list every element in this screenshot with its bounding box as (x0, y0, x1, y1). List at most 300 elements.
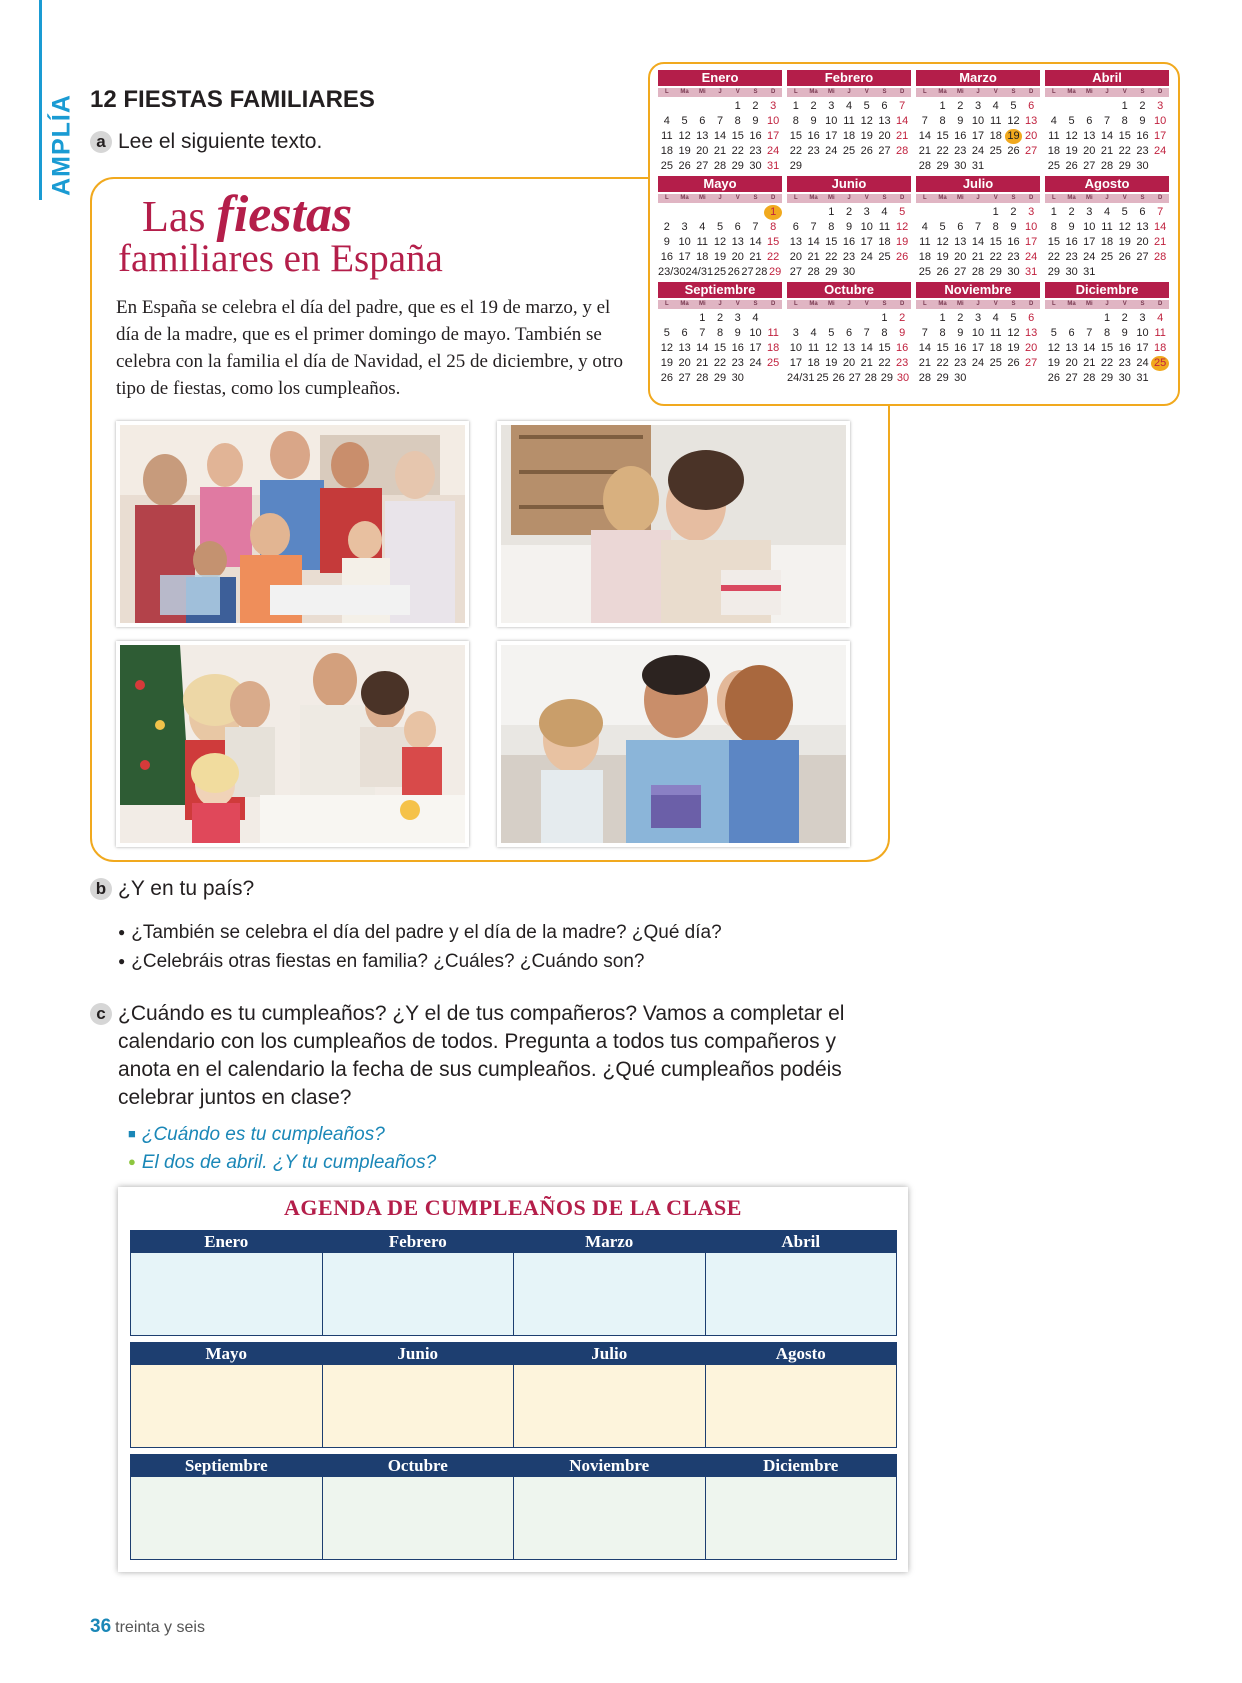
calendar-day: 2 (752, 100, 759, 112)
calendar-day: 11 (1154, 327, 1166, 339)
calendar-day: 6 (734, 221, 741, 233)
calendar-day (822, 159, 840, 174)
calendar-day: 12 (1118, 221, 1131, 233)
calendar-weekday: Mi (827, 89, 835, 95)
calendar-day: 6 (1068, 327, 1075, 339)
calendar-day: 30 (954, 372, 967, 384)
calendar-month-name: Enero (658, 70, 782, 86)
agenda-month-cell (130, 1342, 323, 1448)
calendar-day: 21 (918, 145, 931, 157)
calendar-day: 7 (1157, 206, 1164, 218)
calendar-day: 15 (731, 130, 744, 142)
calendar-weekday: S (1011, 195, 1016, 201)
agenda-write-area[interactable] (514, 1253, 705, 1335)
calendar-weekday: J (847, 195, 851, 201)
calendar-weekday: J (847, 301, 851, 307)
reading-title-part1: Las (142, 192, 217, 241)
calendar-week-row (916, 114, 1040, 129)
calendar-day: 5 (1121, 206, 1128, 218)
calendar-day (969, 371, 987, 386)
calendar-day: 4 (1050, 115, 1057, 127)
calendar-weekday: J (718, 195, 722, 201)
question-item: ● ¿Celebráis otras fiestas en familia? ¿Cuáles? ¿Cuándo son? (118, 947, 722, 976)
calendar-day: 9 (957, 327, 964, 339)
calendar-day: 29 (1047, 266, 1060, 278)
calendar-weekday: L (794, 89, 798, 95)
calendar-day: 24 (1025, 251, 1038, 263)
calendar-day (1022, 159, 1040, 174)
calendar-day: 25 (767, 357, 780, 369)
calendar-day: 16 (1007, 236, 1020, 248)
calendar-day: 2 (1139, 100, 1146, 112)
calendar-day: 1 (1121, 100, 1128, 112)
family-group-photo (116, 421, 469, 627)
calendar-day: 26 (896, 251, 909, 263)
calendar-week-row (1045, 144, 1169, 159)
calendar-day (658, 311, 676, 326)
calendar-week-row (787, 129, 911, 144)
calendar-day: 29 (989, 266, 1002, 278)
calendar-day: 14 (918, 130, 931, 142)
page-number-words: treinta y seis (115, 1619, 205, 1636)
calendar-month (787, 176, 911, 279)
calendar-day (1022, 371, 1040, 386)
agenda-write-area[interactable] (323, 1253, 514, 1335)
calendar-day: 3 (734, 312, 741, 324)
calendar-day: 24 (860, 251, 873, 263)
calendar-day: 15 (936, 130, 949, 142)
agenda-month-label: Julio (514, 1343, 705, 1365)
calendar-day (969, 205, 987, 220)
calendar-day: 7 (1103, 115, 1111, 127)
calendar-day (729, 205, 747, 220)
calendar-day: 16 (749, 130, 762, 142)
agenda-month-label: Febrero (323, 1231, 514, 1253)
task-b-text: ¿Y en tu país? (118, 877, 255, 900)
calendar-day: 5 (1010, 100, 1017, 112)
agenda-write-area[interactable] (131, 1477, 322, 1559)
calendar-day: 22 (936, 357, 949, 369)
calendar-day: 7 (1086, 327, 1093, 339)
calendar-week-row (787, 356, 911, 371)
calendar-day (858, 159, 876, 174)
calendar-day (787, 205, 805, 220)
agenda-write-area[interactable] (131, 1365, 322, 1447)
calendar-day: 29 (713, 372, 727, 384)
calendar-day: 11 (990, 115, 1002, 127)
calendar-month (787, 70, 911, 173)
calendar-weekday: Ma (1067, 89, 1076, 95)
calendar-day: 15 (789, 130, 802, 142)
calendar-day: 12 (1047, 342, 1060, 354)
calendar-weekday: Ma (1067, 195, 1076, 201)
calendar-day (693, 99, 711, 114)
calendar-day: 3 (974, 312, 982, 324)
calendar-weekday: L (665, 301, 669, 307)
calendar-day (1151, 265, 1169, 280)
task-c-text: ¿Cuándo es tu cumpleaños? ¿Y el de tus compañeros? Vamos a completar el calendario con los cumpleaños de todos. Pregunta a todos tus compañeros y anota en el calendario la fecha de sus cumpleaños. ¿Qué cumpleaños podéis celebrar juntos en clase? (118, 1002, 845, 1109)
calendar-day: 25 (1047, 160, 1060, 172)
question-item: ● ¿También se celebra el día del padre y el día de la madre? ¿Qué día? (118, 918, 722, 947)
calendar-day (764, 311, 782, 326)
calendar-weekday: Ma (680, 89, 689, 95)
calendar-day: 29 (936, 160, 949, 172)
calendar-day: 1 (764, 205, 782, 220)
calendar-weekday: Mi (1085, 195, 1093, 201)
reading-title-part2: fiestas (216, 186, 353, 243)
calendar-day: 12 (1007, 115, 1020, 127)
calendar-day: 5 (716, 221, 724, 233)
calendar-weekday: J (1105, 301, 1109, 307)
calendar-week-row (787, 144, 911, 159)
calendar-day: 25 (816, 372, 829, 384)
calendar-day: 26 (1118, 251, 1131, 263)
calendar-day: 9 (957, 115, 964, 127)
agenda-month-cell (705, 1230, 898, 1336)
calendar-weekday: S (1011, 301, 1016, 307)
calendar-day: 29 (768, 266, 782, 278)
calendar-week-row (658, 371, 782, 386)
calendar-day: 23 (1136, 145, 1149, 157)
example-dialog (128, 1120, 436, 1176)
calendar-weekday: J (847, 89, 851, 95)
calendar-day: 20 (731, 251, 744, 263)
calendar-day: 26 (936, 266, 949, 278)
agenda-write-area[interactable] (323, 1477, 514, 1559)
calendar-day: 16 (842, 236, 856, 248)
side-tab-label: AMPLÍA (47, 94, 76, 196)
calendar-day: 20 (954, 251, 967, 263)
calendar-day: 23 (807, 145, 820, 157)
agenda-row (130, 1342, 896, 1448)
calendar-day: 21 (807, 251, 820, 263)
calendar-day: 24 (1154, 145, 1167, 157)
calendar-day: 7 (921, 327, 928, 339)
calendar-day: 22 (1047, 251, 1060, 263)
calendar-day: 4 (1157, 312, 1164, 324)
calendar-day: 23/30 (658, 266, 686, 278)
calendar-weekday-row (1045, 194, 1169, 203)
agenda-month-cell (705, 1454, 898, 1560)
calendar-day (951, 205, 969, 220)
calendar-month (916, 282, 1040, 385)
calendar-day: 16 (954, 130, 967, 142)
calendar-day: 28 (918, 160, 931, 172)
calendar-day: 30 (1118, 372, 1131, 384)
agenda-write-area[interactable] (323, 1365, 514, 1447)
calendar-week-row (787, 235, 911, 250)
calendar-day: 22 (936, 145, 949, 157)
calendar-day (1063, 99, 1081, 114)
calendar-day: 15 (767, 236, 780, 248)
calendar-week-row (1045, 311, 1169, 326)
year-calendar (648, 62, 1180, 406)
calendar-month (916, 176, 1040, 279)
calendar-month (658, 70, 782, 173)
agenda-month-cell (130, 1454, 323, 1560)
calendar-day: 11 (661, 130, 673, 142)
calendar-day: 8 (828, 221, 835, 233)
calendar-day: 18 (807, 357, 820, 369)
calendar-month-name: Diciembre (1045, 282, 1169, 298)
agenda-month-label: Noviembre (514, 1455, 705, 1477)
calendar-weekday-row (916, 88, 1040, 97)
calendar-weekday: J (976, 89, 980, 95)
calendar-day (1063, 311, 1081, 326)
calendar-day: 28 (864, 372, 877, 384)
calendar-day (676, 205, 694, 220)
calendar-month-name: Febrero (787, 70, 911, 86)
calendar-weekday: S (882, 89, 887, 95)
reading-title (118, 186, 443, 280)
calendar-week-row (787, 326, 911, 341)
calendar-day: 19 (896, 236, 909, 248)
calendar-weekday-row (916, 300, 1040, 309)
calendar-day: 4 (699, 221, 706, 233)
calendar-weekday: Mi (827, 301, 835, 307)
calendar-week-row (1045, 99, 1169, 114)
calendar-day-grid (658, 311, 782, 386)
calendar-day: 6 (845, 327, 853, 339)
calendar-weekday: S (753, 301, 758, 307)
agenda-write-area[interactable] (131, 1253, 322, 1335)
calendar-weekday: J (976, 301, 980, 307)
calendar-week-row (1045, 129, 1169, 144)
calendar-day: 20 (1025, 130, 1038, 142)
calendar-day: 18 (878, 236, 891, 248)
calendar-day: 11 (878, 221, 891, 233)
birthday-agenda (118, 1187, 908, 1572)
calendar-day: 13 (842, 342, 856, 354)
calendar-day: 5 (1050, 327, 1057, 339)
calendar-day: 26 (1065, 160, 1078, 172)
calendar-day: 16 (731, 342, 744, 354)
task-b (90, 877, 254, 901)
calendar-day: 19 (1065, 145, 1078, 157)
calendar-month-name: Abril (1045, 70, 1169, 86)
calendar-weekday: Mi (956, 89, 964, 95)
calendar-day: 24 (1136, 357, 1149, 369)
calendar-week-row (916, 144, 1040, 159)
calendar-day: 28 (896, 145, 909, 157)
calendar-day: 20 (1065, 357, 1078, 369)
agenda-write-area[interactable] (514, 1365, 705, 1447)
calendar-day: 29 (880, 372, 893, 384)
calendar-day-grid (1045, 311, 1169, 386)
calendar-month-name: Agosto (1045, 176, 1169, 192)
calendar-week-row (658, 129, 782, 144)
agenda-write-area[interactable] (706, 1253, 897, 1335)
calendar-day: 24/31 (787, 372, 815, 384)
calendar-day: 9 (1121, 327, 1128, 339)
calendar-day: 28 (755, 266, 768, 278)
calendar-day: 4 (921, 221, 928, 233)
calendar-weekday: S (1140, 89, 1145, 95)
calendar-day: 12 (1065, 130, 1078, 142)
calendar-day: 1 (734, 100, 741, 112)
calendar-day (840, 159, 858, 174)
agenda-write-area[interactable] (706, 1477, 897, 1559)
calendar-day: 2 (1068, 206, 1075, 218)
calendar-day: 6 (1139, 206, 1146, 218)
agenda-month-label: Enero (131, 1231, 322, 1253)
calendar-weekday: D (1158, 301, 1163, 307)
calendar-day: 27 (1136, 251, 1149, 263)
calendar-week-row (916, 205, 1040, 220)
calendar-week-row (916, 220, 1040, 235)
calendar-day: 26 (832, 372, 845, 384)
calendar-day: 22 (989, 251, 1002, 263)
calendar-day (1134, 265, 1152, 280)
calendar-day: 28 (1083, 372, 1096, 384)
calendar-day: 11 (1048, 130, 1060, 142)
calendar-day: 20 (1083, 145, 1096, 157)
calendar-week-row (658, 205, 782, 220)
calendar-day: 10 (789, 342, 802, 354)
calendar-day (893, 159, 911, 174)
agenda-month-cell (705, 1342, 898, 1448)
calendar-weekday: S (882, 195, 887, 201)
calendar-day: 11 (696, 236, 708, 248)
calendar-day: 4 (810, 327, 817, 339)
christmas-dinner-photo (116, 641, 469, 847)
calendar-day: 25 (989, 145, 1002, 157)
calendar-day: 21 (1083, 357, 1096, 369)
calendar-week-row (658, 265, 782, 280)
calendar-day: 24 (971, 357, 985, 369)
calendar-day: 24 (971, 145, 985, 157)
calendar-week-row (658, 326, 782, 341)
calendar-weekday: L (794, 195, 798, 201)
calendar-week-row (658, 220, 782, 235)
calendar-day (858, 311, 876, 326)
calendar-weekday-row (658, 194, 782, 203)
calendar-weekday: D (1029, 195, 1034, 201)
calendar-day-grid (787, 99, 911, 174)
calendar-week-row (1045, 341, 1169, 356)
calendar-day: 18 (1154, 342, 1167, 354)
calendar-weekday-row (658, 300, 782, 309)
calendar-day: 23 (731, 357, 744, 369)
calendar-day: 9 (845, 221, 853, 233)
calendar-day (658, 99, 676, 114)
calendar-day (1005, 159, 1023, 174)
calendar-day: 27 (1025, 357, 1038, 369)
calendar-day: 12 (713, 236, 727, 248)
calendar-week-row (658, 356, 782, 371)
calendar-day (916, 311, 934, 326)
calendar-day: 25 (878, 251, 891, 263)
calendar-day (822, 311, 840, 326)
calendar-day: 19 (678, 145, 691, 157)
calendar-day: 24 (825, 145, 838, 157)
calendar-weekday: L (1052, 301, 1056, 307)
calendar-week-row (658, 114, 782, 129)
reading-title-part3: familiares en España (118, 237, 443, 280)
agenda-row (130, 1454, 896, 1560)
calendar-day: 13 (731, 236, 744, 248)
calendar-day: 14 (896, 115, 909, 127)
calendar-day: 1 (939, 312, 946, 324)
calendar-weekday: D (900, 195, 905, 201)
calendar-day (676, 311, 694, 326)
section-title: 12 FIESTAS FAMILIARES (90, 86, 375, 113)
calendar-day: 13 (1083, 130, 1096, 142)
calendar-day: 8 (1050, 221, 1057, 233)
agenda-row (130, 1230, 896, 1336)
calendar-week-row (1045, 250, 1169, 265)
calendar-day: 13 (1065, 342, 1078, 354)
calendar-day: 17 (971, 342, 985, 354)
calendar-week-row (916, 99, 1040, 114)
calendar-day: 1 (699, 312, 706, 324)
calendar-day: 13 (696, 130, 709, 142)
task-a (90, 130, 322, 154)
calendar-day: 7 (699, 327, 706, 339)
calendar-day: 27 (696, 160, 709, 172)
calendar-week-row (658, 99, 782, 114)
calendar-day: 4 (992, 312, 999, 324)
calendar-day (693, 205, 711, 220)
calendar-day: 31 (1136, 372, 1149, 384)
calendar-weekday: Mi (956, 301, 964, 307)
calendar-day: 2 (957, 312, 964, 324)
calendar-day: 20 (842, 357, 856, 369)
calendar-day (1080, 311, 1098, 326)
agenda-month-cell (322, 1230, 515, 1336)
calendar-weekday: V (864, 301, 869, 307)
calendar-day: 13 (954, 236, 967, 248)
calendar-day: 12 (825, 342, 838, 354)
calendar-day: 29 (789, 160, 802, 172)
calendar-weekday: V (735, 195, 740, 201)
calendar-weekday-row (1045, 88, 1169, 97)
calendar-day: 13 (1136, 221, 1149, 233)
calendar-day (916, 99, 934, 114)
calendar-day (1098, 265, 1116, 280)
calendar-day: 15 (878, 342, 891, 354)
calendar-day: 9 (810, 115, 817, 127)
calendar-day: 16 (896, 342, 909, 354)
calendar-day: 11 (919, 236, 931, 248)
calendar-weekday: S (882, 301, 887, 307)
calendar-day: 17 (1025, 236, 1038, 248)
calendar-weekday: Mi (698, 89, 706, 95)
calendar-week-row (916, 341, 1040, 356)
agenda-write-area[interactable] (706, 1365, 897, 1447)
calendar-week-row (1045, 371, 1169, 386)
calendar-day (711, 205, 729, 220)
calendar-day: 7 (752, 221, 759, 233)
calendar-weekday: Mi (698, 301, 706, 307)
calendar-weekday: V (735, 89, 740, 95)
calendar-day: 7 (974, 221, 982, 233)
calendar-day (747, 371, 765, 386)
dialog-line-question (128, 1120, 436, 1148)
calendar-day: 9 (1068, 221, 1075, 233)
calendar-day: 29 (1100, 372, 1114, 384)
calendar-weekday: L (1052, 195, 1056, 201)
calendar-day: 7 (810, 221, 817, 233)
calendar-weekday: Ma (680, 301, 689, 307)
calendar-weekday: L (1052, 89, 1056, 95)
calendar-day (764, 371, 782, 386)
calendar-month-name: Octubre (787, 282, 911, 298)
calendar-week-row (787, 114, 911, 129)
calendar-month (1045, 70, 1169, 173)
agenda-write-area[interactable] (514, 1477, 705, 1559)
calendar-day: 11 (843, 115, 855, 127)
